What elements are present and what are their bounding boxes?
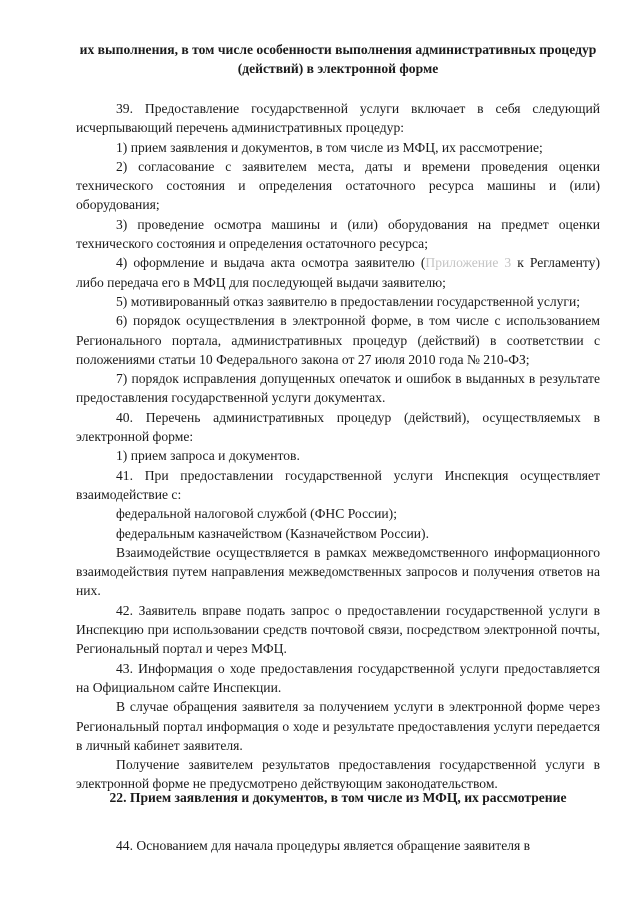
- list-item-4-text-end: к Регламенту) либо передача его в МФЦ для последующей выдачи заявителю;: [76, 255, 600, 290]
- list-item-4-text-start: 4) оформление и выдача акта осмотра заявителю (: [116, 255, 426, 271]
- interaction-description: Взаимодействие осуществляется в рамках межведомственного информационного взаимодействия путем направления межведомственных запросов и получения ответов на них.: [76, 544, 600, 599]
- paragraph-43-result: Получение заявителем результатов предоставления государственной услуги в электронной форме не предусмотрено действующим законодательством.: [76, 757, 600, 792]
- interaction-fns: федеральной налоговой службой (ФНС России);: [116, 506, 397, 522]
- list-item-7: 7) порядок исправления допущенных опечаток и ошибок в выданных в результате предоставления государственной услуги документах.: [76, 371, 600, 406]
- list-item-4: [76, 253, 600, 292]
- list-item-2: 2) согласование с заявителем места, даты и времени проведения оценки технического состояния и определения остаточного ресурса машины и (или) оборудования;: [76, 158, 600, 213]
- paragraph-43-electronic: В случае обращения заявителя за получением услуги в электронной форме через Региональный портал информация о ходе и результате предоставления услуги передается в личный кабинет заявителя.: [76, 699, 600, 753]
- paragraph-39: 39. Предоставление государственной услуги включает в себя следующий исчерпывающий перечень административных процедур:: [76, 101, 600, 136]
- appendix-reference: Приложение 3: [425, 255, 512, 271]
- interaction-treasury: федеральным казначейством (Казначейством России).: [116, 525, 429, 541]
- section-heading-22: 22. Прием заявления и документов, в том числе из МФЦ, их рассмотрение: [109, 790, 567, 805]
- paragraph-41: 41. При предоставлении государственной услуги Инспекция осуществляет взаимодействие с:: [76, 467, 600, 502]
- list-item-5: 5) мотивированный отказ заявителю в предоставлении государственной услуги;: [116, 293, 581, 309]
- paragraph-40-item-1: 1) прием запроса и документов.: [116, 448, 300, 464]
- section-heading-continued: их выполнения, в том числе особенности выполнения административных процедур (действий) в электронной форме: [79, 42, 597, 76]
- list-item-1: 1) прием заявления и документов, в том числе из МФЦ, их рассмотрение;: [116, 139, 543, 155]
- paragraph-42: 42. Заявитель вправе подать запрос о предоставлении государственной услуги в Инспекцию при использовании средств почтовой связи, посредством электронной почты, Региональный портал и через МФЦ.: [76, 602, 600, 657]
- list-item-6: 6) порядок осуществления в электронной форме, в том числе с использованием Регионального портала, административных процедур (действий) в соответствии с положениями статьи 10 Федерального закона от 27 июля 2010 года № 210-ФЗ;: [76, 313, 600, 367]
- paragraph-44: 44. Основанием для начала процедуры является обращение заявителя в: [116, 838, 531, 853]
- paragraph-40: 40. Перечень административных процедур (действий), осуществляемых в электронной форме:: [76, 409, 600, 445]
- paragraph-43: 43. Информация о ходе предоставления государственной услуги предоставляется на Официальном сайте Инспекции.: [76, 660, 600, 695]
- list-item-3: 3) проведение осмотра машины и (или) оборудования на предмет оценки технического состояния и определения остаточного ресурса;: [76, 216, 600, 252]
- body-text: [76, 99, 600, 794]
